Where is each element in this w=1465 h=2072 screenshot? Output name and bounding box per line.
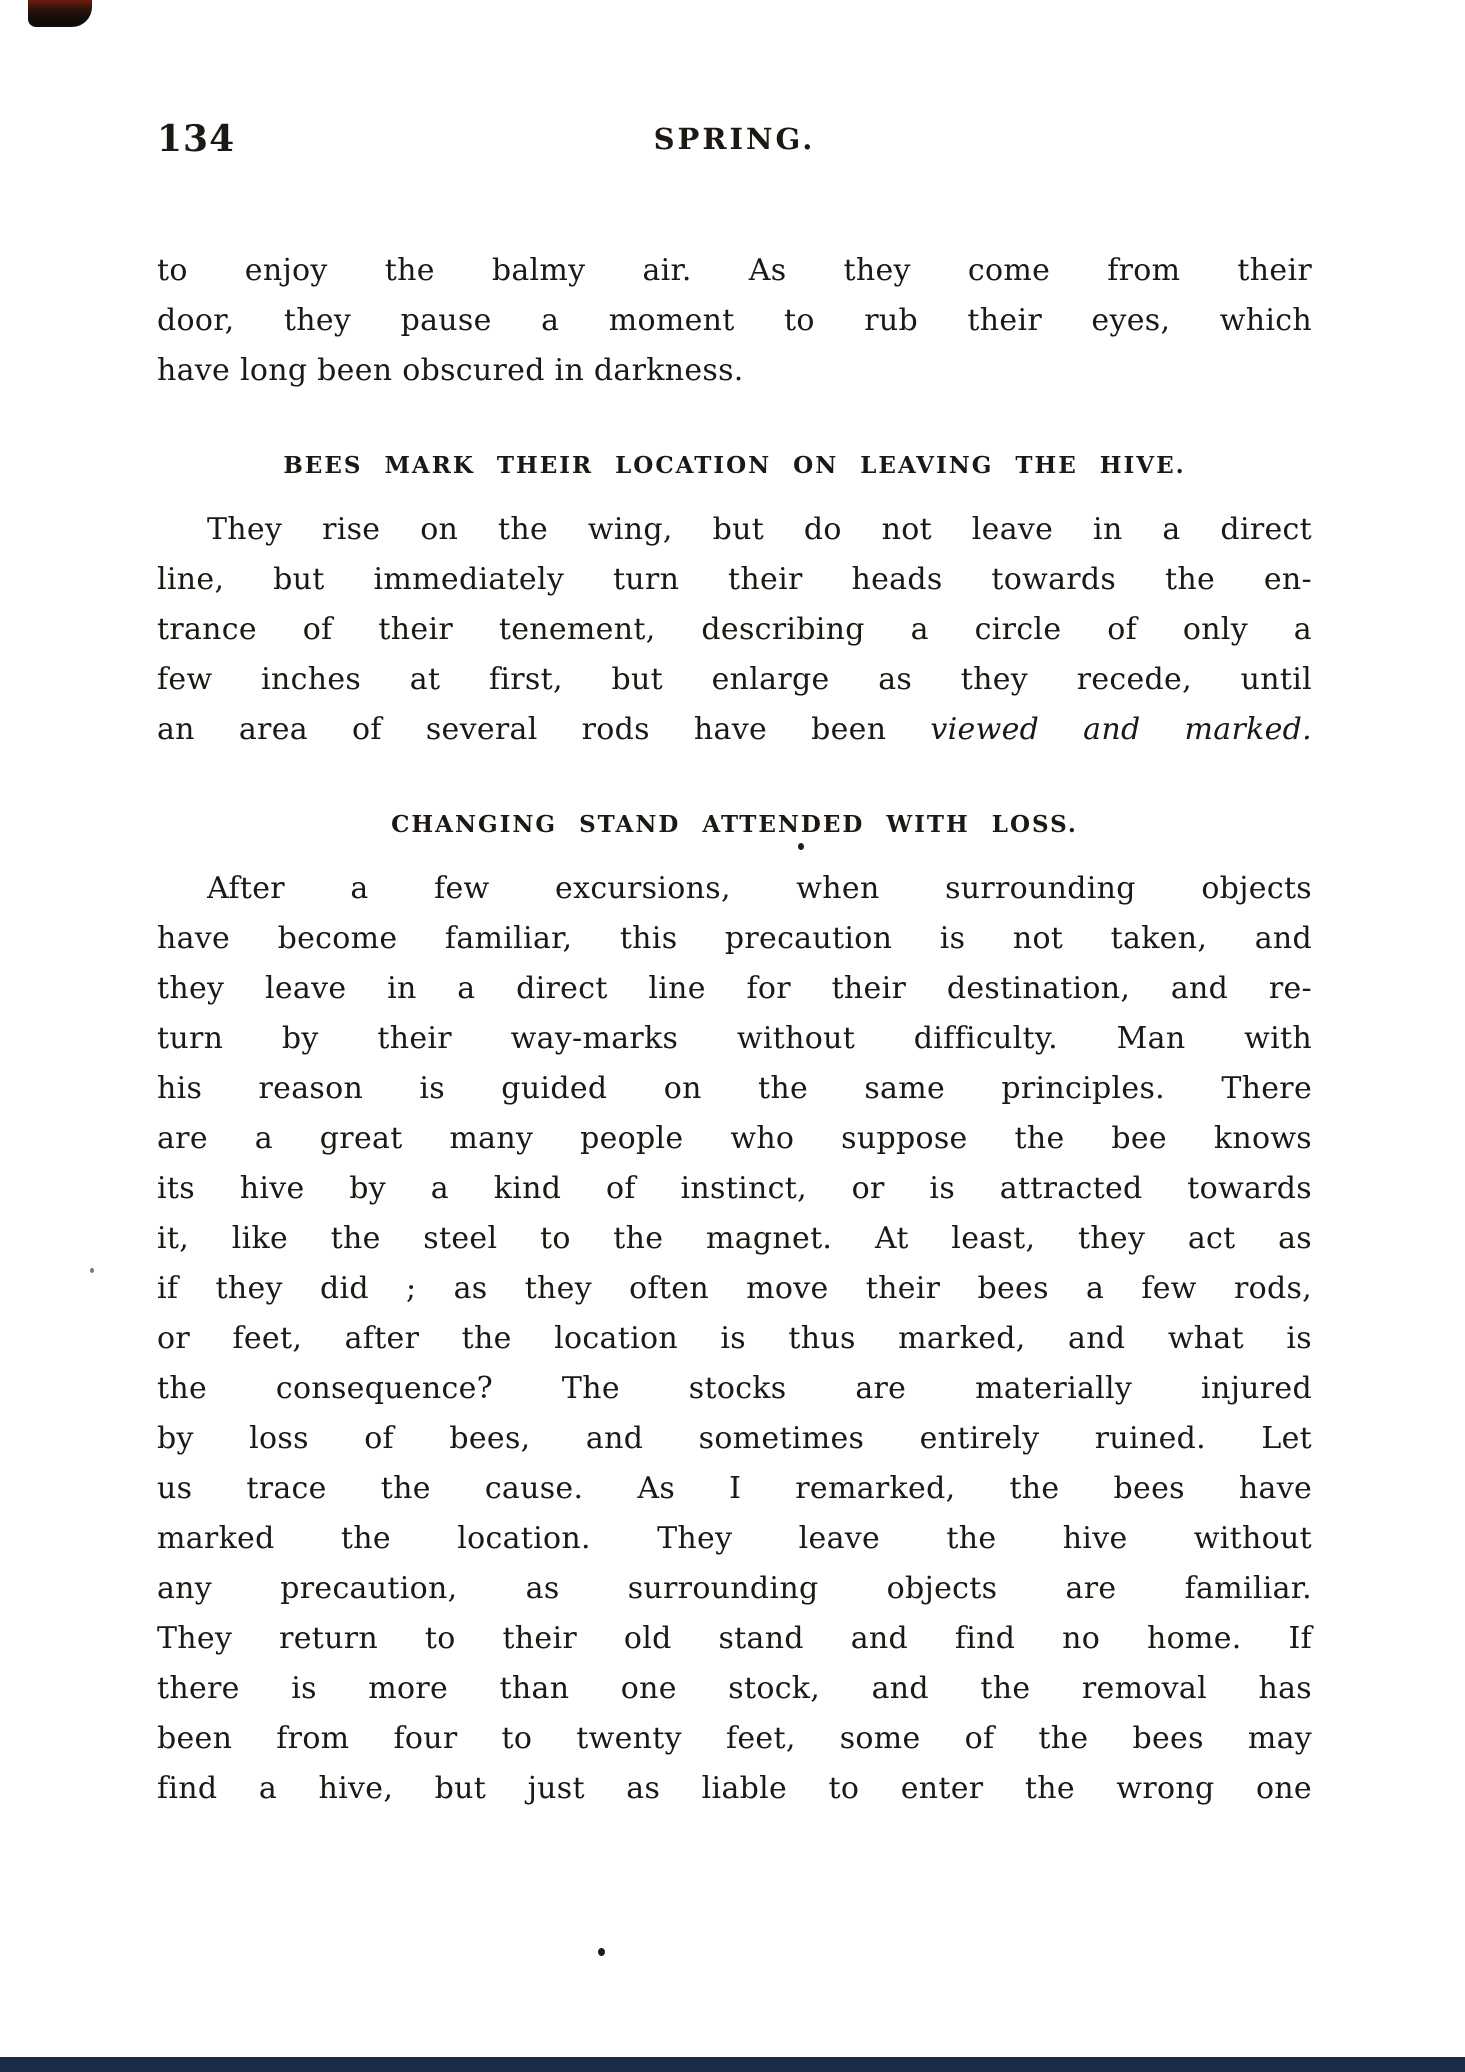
text-line: door, they pause a moment to rub their eyes, which: [157, 303, 1312, 338]
text-line: his reason is guided on the same principles. There: [157, 1071, 1312, 1106]
page-header: [157, 118, 1312, 162]
text-line: by loss of bees, and sometimes entirely ruined. Let: [157, 1421, 1312, 1456]
text-line: to enjoy the balmy air. As they come from their: [157, 253, 1312, 288]
text-line: any precaution, as surrounding objects are familiar.: [157, 1571, 1312, 1606]
text-line: been from four to twenty feet, some of the bees may: [157, 1721, 1312, 1756]
section-heading: CHANGING STAND ATTENDED WITH LOSS.: [391, 811, 1078, 838]
ink-speck: [798, 843, 804, 850]
running-header: SPRING.: [653, 122, 816, 156]
text-line: they leave in a direct line for their destination, and re-: [157, 971, 1312, 1006]
text-line: line, but immediately turn their heads towards the en-: [157, 562, 1312, 597]
text-line: They rise on the wing, but do not leave in a direct: [207, 512, 1312, 547]
text-line: few inches at first, but enlarge as they recede, until: [157, 662, 1312, 697]
ink-speck: [598, 1948, 605, 1956]
text-line: there is more than one stock, and the removal has: [157, 1671, 1312, 1706]
text-line: the consequence? The stocks are materially injured: [157, 1371, 1312, 1406]
page-body: [157, 246, 1312, 1814]
text-line: trance of their tenement, describing a circle of only a: [157, 612, 1312, 647]
scan-corner-artifact: [28, 0, 92, 27]
text-line: it, like the steel to the magnet. At least, they act as: [157, 1221, 1312, 1256]
text-line: marked the location. They leave the hive without: [157, 1521, 1312, 1556]
paragraph: [157, 864, 1312, 1814]
text-line: if they did ; as they often move their bees a few rods,: [157, 1271, 1312, 1306]
text-line: find a hive, but just as liable to enter the wrong one: [157, 1771, 1312, 1806]
text-line: have become familiar, this precaution is not taken, and: [157, 921, 1312, 956]
page-number: 134: [157, 118, 236, 160]
text-line: its hive by a kind of instinct, or is attracted towards: [157, 1171, 1312, 1206]
text-line: an area of several rods have been viewed and marked.: [157, 712, 1313, 747]
section-heading: BEES MARK THEIR LOCATION ON LEAVING THE HIVE.: [283, 452, 1186, 479]
text-line: or feet, after the location is thus marked, and what is: [157, 1321, 1312, 1356]
text-line: have long been obscured in darkness.: [157, 353, 744, 388]
text-line: are a great many people who suppose the bee knows: [157, 1121, 1312, 1156]
text-line: turn by their way-marks without difficulty. Man with: [157, 1021, 1312, 1056]
text-line: They return to their old stand and find no home. If: [157, 1621, 1312, 1656]
paragraph: [157, 505, 1312, 755]
text-line: us trace the cause. As I remarked, the bees have: [157, 1471, 1312, 1506]
paragraph: [157, 246, 1312, 396]
ink-speck: [90, 1268, 94, 1273]
scan-edge-bar: [0, 2057, 1465, 2072]
text-line: After a few excursions, when surrounding objects: [207, 871, 1312, 906]
